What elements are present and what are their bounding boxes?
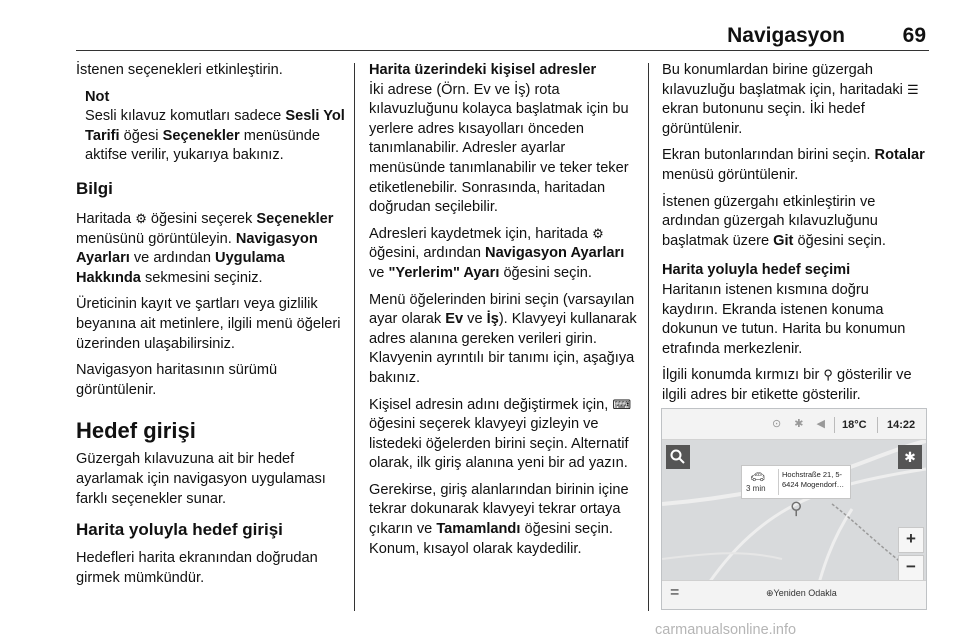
recenter-icon: ⊕ bbox=[766, 588, 774, 598]
harita-text: Hedefleri harita ekranından doğrudan girmek mümkündür. bbox=[76, 550, 318, 586]
recenter-button[interactable]: ⊕Yeniden Odakla bbox=[766, 588, 837, 598]
note-title: Not bbox=[85, 88, 110, 105]
col2-paragraph-3: Menü öğelerinden birini seçin (varsayılan ayar olarak Ev ve İş). Klavyeyi kullanarak adres alanına gereken verileri girin. Klavyenin ayrıntılı bir tanımı için, aşağıya bakınız. bbox=[369, 291, 637, 386]
destination-callout[interactable] bbox=[741, 465, 851, 499]
col2-paragraph-2: Adresleri kaydetmek için, haritada ⚙ öğesini, ardından Navigasyon Ayarları ve "Yerlerim" Ayarı öğesini seçin. bbox=[369, 225, 625, 281]
col3-paragraph-4: Haritanın istenen kısmına doğru kaydırın. Ekranda istenen konuma dokunun ve tutun. Harita bu konumun etrafında merkezlenir. bbox=[662, 281, 906, 357]
page-header bbox=[0, 0, 960, 60]
eta-text: 3 min bbox=[746, 484, 766, 493]
col3-paragraph-5: İlgili konumda kırmızı bir ⚲ gösterilir ve ilgili adres bir etikette gösterilir. bbox=[662, 367, 912, 403]
page-title: Navigasyon bbox=[727, 24, 845, 47]
hedef-text: Güzergah kılavuzuna ait bir hedef ayarlamak için navigasyon uygulaması farklı seçenekler sunar. bbox=[76, 451, 326, 507]
column-divider-1 bbox=[354, 63, 355, 611]
col3-paragraph-1: Bu konumlardan birine güzergah kılavuzluğu başlatmak için, haritadaki ☰ ekran butonunu seçin. İki hedef görüntülenir. bbox=[662, 62, 919, 137]
column-3 bbox=[662, 61, 928, 413]
car-icon: 🚗︎ bbox=[750, 470, 766, 484]
status-icons: ⊙ ✱ ◀ bbox=[772, 418, 831, 430]
navigation-map-screenshot bbox=[661, 408, 927, 610]
keyboard-hide-icon: ⌨ bbox=[612, 396, 632, 412]
settings-icon: ⚙ bbox=[592, 225, 604, 241]
list-button[interactable]: = bbox=[670, 584, 680, 601]
heading-harita-secimi: Harita yoluyla hedef seçimi bbox=[662, 262, 851, 279]
intro-text: İstenen seçenekleri etkinleştirin. bbox=[76, 62, 283, 78]
column-1 bbox=[76, 61, 348, 595]
search-icon[interactable] bbox=[666, 445, 690, 469]
heading-kisisel-adresler: Harita üzerindeki kişisel adresler bbox=[369, 62, 597, 78]
version-text: Navigasyon haritasının sürümü görüntülenir. bbox=[76, 362, 278, 398]
zoom-out-button[interactable]: − bbox=[898, 555, 924, 581]
watermark: carmanualsonline.info bbox=[655, 622, 797, 638]
heading-hedef: Hedef girişi bbox=[76, 418, 196, 444]
settings-icon: ⚙ bbox=[135, 210, 147, 226]
header-rule bbox=[76, 50, 929, 51]
page-number: 69 bbox=[902, 24, 926, 47]
location-pin-icon: ⚲ bbox=[823, 367, 833, 383]
col2-paragraph-4: Kişisel adresin adını değiştirmek için, ⌨ öğesini seçerek klavyeyi gizleyin ve listedeki öğelerden birini seçin. Alternatif olarak, ilk giriş alanına yeni bir ad yazın. bbox=[369, 396, 632, 472]
heading-bilgi: Bilgi bbox=[76, 178, 113, 198]
address-text: Hochstraße 21, 5-6424 Mogendorf… bbox=[782, 470, 845, 489]
heading-harita-hedef: Harita yoluyla hedef girişi bbox=[76, 520, 283, 540]
zoom-in-button[interactable]: + bbox=[898, 527, 924, 553]
column-divider-2 bbox=[648, 63, 649, 611]
col3-paragraph-2: Ekran butonlarından birini seçin. Rotalar menüsü görüntülenir. bbox=[662, 147, 925, 183]
note-block bbox=[76, 88, 348, 166]
clock-readout: 14:22 bbox=[887, 419, 916, 431]
bilgi-text: Haritada ⚙ öğesini seçerek Seçenekler menüsünü görüntüleyin. Navigasyon Ayarları ve ardından Uygulama Hakkında sekmesini seçiniz. bbox=[76, 210, 334, 286]
status-bar bbox=[662, 409, 926, 440]
list-icon: ☰ bbox=[906, 81, 919, 97]
col2-paragraph-5: Gerekirse, giriş alanlarından birinin içine tekrar dokunarak klavyeyi tekrar ortaya çıkarın ve Tamamlandı öğesini seçin. Konum, kısayol olarak kaydedilir. bbox=[369, 481, 629, 557]
license-text: Üreticinin kayıt ve şartları veya gizlilik beyanına ait metinlere, ilgili menü öğeleri üzerinden ulaşabilirsiniz. bbox=[76, 296, 341, 352]
map-bottom-bar bbox=[662, 580, 926, 609]
map-pin-icon: ⚲ bbox=[790, 499, 803, 518]
col2-paragraph-1: İki adrese (Örn. Ev ve İş) rota kılavuzluğunu kolayca başlatmak için bu yerlere adres kısayolları önceden tanımlanabilir. Adresler ayarlar menüsünde tanımlanabilir ve teker teker etiketlenebilir. Sonrasında, haritadan doğrudan seçilebilir. bbox=[369, 81, 629, 216]
column-2 bbox=[369, 61, 641, 566]
temperature-readout: 18°C bbox=[842, 419, 867, 431]
gear-icon[interactable]: ✱ bbox=[898, 445, 922, 469]
note-text: Sesli kılavuz komutları sadece Sesli Yol Tarifi öğesi Seçenekler menüsünde aktifse verilir, yukarıya bakınız. bbox=[85, 108, 345, 164]
col3-paragraph-3: İstenen güzergahı etkinleştirin ve ardından güzergah kılavuzluğunu başlatmak üzere Git öğesini seçin. bbox=[662, 193, 886, 249]
